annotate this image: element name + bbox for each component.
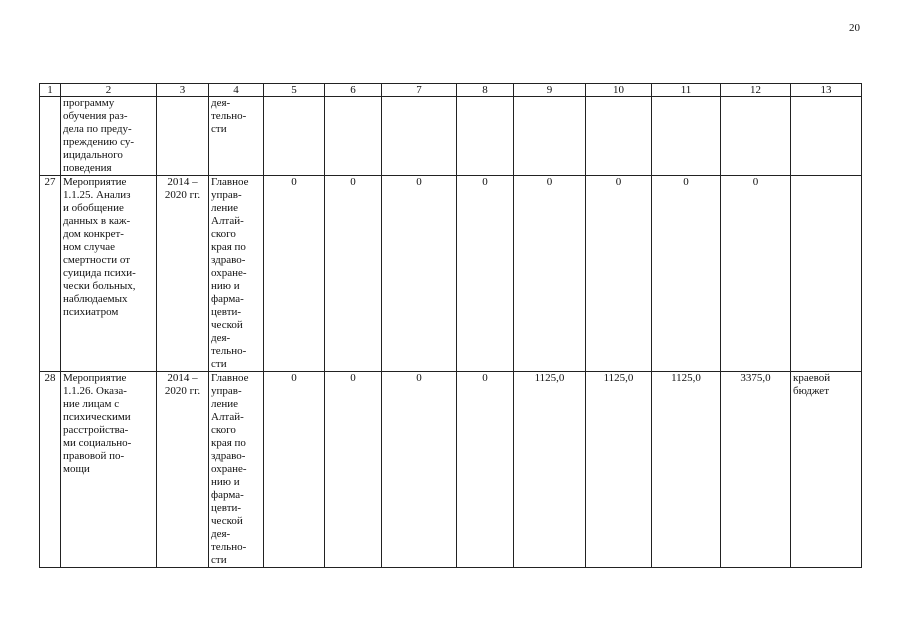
funding-source-line: краевой [793,372,831,384]
executor-line: тельно- [211,345,247,357]
measure-name-line: мощи [63,463,90,475]
executor-line: здраво- [211,450,246,462]
measure-name-line: 1.1.26. Оказа- [63,385,127,397]
measure-name-line: программу [63,97,115,109]
funding-value [586,97,652,176]
executor-line: ского [211,424,236,436]
executor [209,372,264,568]
executor-line: ского [211,228,236,240]
measure-name-line: смертности от [63,254,131,266]
executor-line: сти [211,123,227,135]
executor-line: тельно- [211,541,247,553]
table-row [40,176,862,372]
table-body [40,84,862,568]
executor-line: дея- [211,332,231,344]
executor-line: нию и [211,280,240,292]
executor-line: фарма- [211,293,244,305]
executor-line: Главное [211,176,249,188]
column-header: 3 [157,84,209,97]
funding-source [791,97,862,176]
funding-value: 0 [652,176,721,372]
funding-value: 0 [514,176,586,372]
table-row [40,97,862,176]
measure-name-line: ицидального [63,149,123,161]
executor-line: управ- [211,385,242,397]
funding-value: 0 [382,176,457,372]
executor-line: края по [211,437,246,449]
measure-name-line: чески больных, [63,280,136,292]
measure-name-line: ние лицам с [63,398,120,410]
funding-value [325,97,382,176]
funding-value: 3375,0 [721,372,791,568]
column-header: 10 [586,84,652,97]
funding-value: 1125,0 [514,372,586,568]
measure-name-line: Мероприятие [63,176,127,188]
measure-name-line: ми социально- [63,437,132,449]
funding-value [721,97,791,176]
column-header: 11 [652,84,721,97]
program-measures-table [39,83,862,568]
period [157,372,209,568]
executor-line: дея- [211,97,231,109]
period-line: 2014 – [167,176,198,188]
funding-value [264,97,325,176]
measure-name-line: расстройства- [63,424,129,436]
row-number: 27 [40,176,61,372]
row-number [40,97,61,176]
measure-name-line: и обобщение [63,202,124,214]
executor-line: охране- [211,463,247,475]
measure-name-line: 1.1.25. Анализ [63,189,131,201]
measure-name-line: преждению су- [63,136,134,148]
page-number: 20 [849,22,860,34]
measure-name [61,372,157,568]
executor-line: ческой [211,319,243,331]
funding-value: 0 [264,372,325,568]
funding-value: 0 [325,372,382,568]
funding-value: 0 [457,176,514,372]
measure-name-line: психическими [63,411,131,423]
funding-value: 0 [264,176,325,372]
funding-source [791,176,862,372]
funding-value: 0 [382,372,457,568]
period [157,176,209,372]
table-row [40,372,862,568]
executor-line: края по [211,241,246,253]
period-line: 2014 – [167,372,198,384]
column-header: 5 [264,84,325,97]
measure-name-line: Мероприятие [63,372,127,384]
funding-value: 0 [325,176,382,372]
row-number: 28 [40,372,61,568]
funding-value [652,97,721,176]
period-line: 2020 гг. [164,385,201,397]
measure-name [61,97,157,176]
executor-line: нию и [211,476,240,488]
executor-line: ческой [211,515,243,527]
executor [209,97,264,176]
funding-value: 0 [586,176,652,372]
executor-line: охране- [211,267,247,279]
measure-name-line: данных в каж- [63,215,131,227]
measure-name-line: правовой по- [63,450,125,462]
executor-line: ление [211,202,239,214]
period-line: 2020 гг. [164,189,201,201]
funding-value: 0 [721,176,791,372]
funding-value [514,97,586,176]
measure-name-line: ном случае [63,241,116,253]
funding-value [382,97,457,176]
executor [209,176,264,372]
measure-name-line: поведения [63,162,112,174]
column-header: 12 [721,84,791,97]
executor-line: фарма- [211,489,244,501]
measure-name-line: психиатром [63,306,119,318]
executor-line: сти [211,358,227,370]
executor-line: цевти- [211,306,242,318]
funding-source-line: бюджет [793,385,829,397]
executor-line: Главное [211,372,249,384]
executor-line: сти [211,554,227,566]
funding-value: 1125,0 [652,372,721,568]
column-header: 2 [61,84,157,97]
column-header: 1 [40,84,61,97]
column-header: 4 [209,84,264,97]
executor-line: дея- [211,528,231,540]
funding-source [791,372,862,568]
measure-name [61,176,157,372]
executor-line: здраво- [211,254,246,266]
column-header: 9 [514,84,586,97]
column-number-row [40,84,862,97]
funding-value: 0 [457,372,514,568]
period [157,97,209,176]
executor-line: Алтай- [211,215,244,227]
measure-name-line: дела по преду- [63,123,132,135]
column-header: 6 [325,84,382,97]
column-header: 8 [457,84,514,97]
measure-name-line: обучения раз- [63,110,128,122]
column-header: 13 [791,84,862,97]
executor-line: управ- [211,189,242,201]
funding-value: 1125,0 [586,372,652,568]
executor-line: Алтай- [211,411,244,423]
executor-line: цевти- [211,502,242,514]
measure-name-line: суицида психи- [63,267,136,279]
measure-name-line: дом конкрет- [63,228,124,240]
column-header: 7 [382,84,457,97]
funding-value [457,97,514,176]
measure-name-line: наблюдаемых [63,293,128,305]
executor-line: тельно- [211,110,247,122]
executor-line: ление [211,398,239,410]
